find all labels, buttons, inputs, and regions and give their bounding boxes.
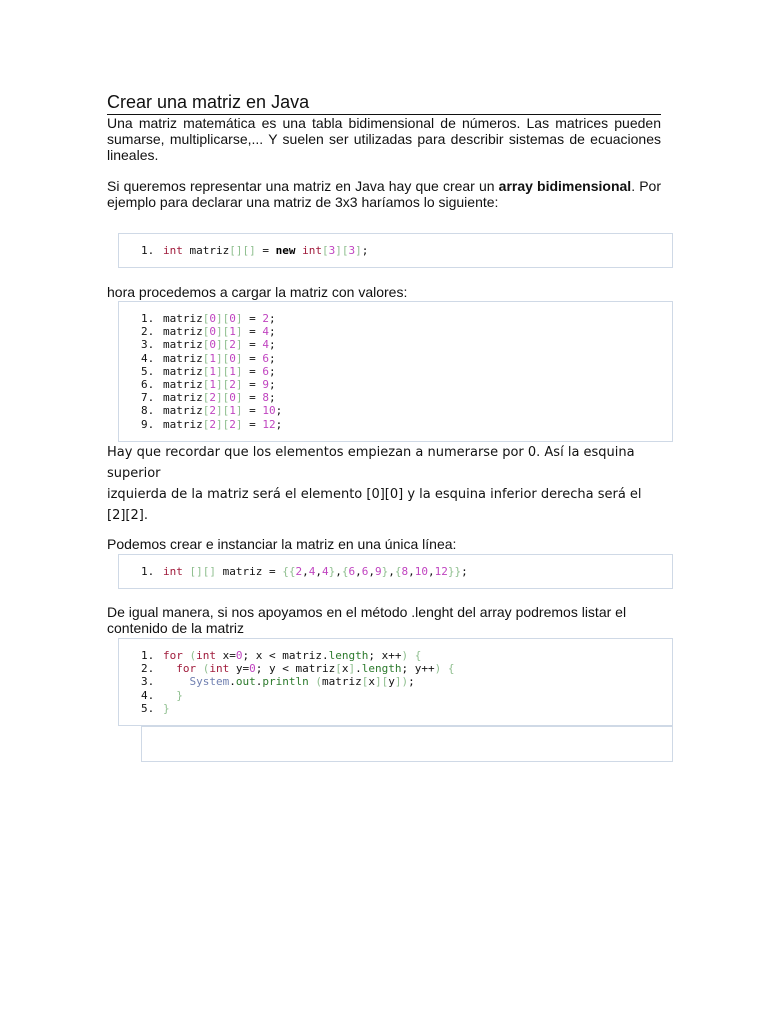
code-indent [163, 675, 190, 688]
code-line [141, 675, 672, 688]
code-text: = [242, 364, 263, 378]
code-text: x= [216, 649, 236, 662]
code-number: 9 [262, 378, 269, 392]
array-paragraph-text-end: . Por ejemplo para declarar una matriz de 3x3 haríamos lo siguiente: [107, 178, 661, 210]
code-text: ; [461, 565, 468, 578]
code-text: ; x++ [368, 649, 402, 662]
code-bracket: [ [202, 417, 210, 431]
code-line [141, 312, 672, 325]
code-line [141, 649, 672, 662]
code-property: out [235, 675, 256, 689]
code-number: 4 [262, 338, 269, 352]
code-bracket: ) { [401, 649, 422, 662]
code-text: , [427, 565, 435, 578]
code-number: 2 [229, 378, 236, 392]
code-text: , [355, 565, 362, 578]
code-bracket: ] [235, 417, 243, 431]
code-number: 6 [262, 351, 269, 365]
code-text: ; [275, 404, 283, 418]
line-number: 7. [141, 391, 155, 405]
code-text: x [341, 662, 349, 676]
code-line [141, 352, 672, 365]
code-text: ; y < matriz [255, 662, 336, 676]
code-number: 12 [262, 417, 276, 431]
code-bracket: ][ [216, 404, 230, 418]
code-line [141, 391, 672, 404]
line-number: 1. [141, 244, 155, 257]
code-text: = [242, 351, 263, 365]
one-line-paragraph: Podemos crear e instanciar la matriz en una única línea: [107, 536, 457, 552]
code-text: y= [229, 662, 250, 676]
array-paragraph [107, 178, 661, 210]
code-number: 6 [262, 364, 269, 378]
code-number: 0 [249, 662, 256, 676]
code-number: 10 [414, 565, 428, 578]
code-bracket: ( [182, 649, 197, 662]
code-bracket: ]) [394, 675, 409, 689]
code-text: = [242, 312, 263, 325]
code-text: matriz [163, 338, 203, 352]
code-keyword-new: new [275, 244, 296, 257]
code-number: 1 [229, 404, 236, 418]
code-line [141, 662, 672, 675]
code-keyword: int [302, 244, 322, 257]
code-number: 0 [209, 325, 216, 339]
line-number: 4. [141, 351, 155, 365]
code-number: 2 [262, 312, 269, 325]
code-number: 0 [229, 351, 236, 365]
code-bracket: ] [235, 351, 243, 365]
code-indent [163, 689, 176, 702]
line-number: 1. [141, 649, 155, 662]
code-number: 8 [262, 391, 269, 405]
code-text: . [255, 675, 263, 689]
code-number: 0 [209, 312, 216, 325]
code-block-load-values [118, 301, 673, 442]
code-text: matriz [163, 391, 203, 405]
code-number: 0 [235, 649, 243, 662]
code-bracket: { [341, 565, 349, 578]
code-line [141, 365, 672, 378]
code-bracket: } [163, 701, 170, 715]
code-keyword: int [209, 662, 230, 676]
code-text: ; [269, 338, 276, 352]
code-line [141, 378, 672, 391]
code-text: ; [269, 364, 276, 378]
load-values-paragraph: hora procedemos a cargar la matriz con valores: [107, 284, 408, 300]
code-number: 2 [209, 417, 216, 431]
code-number: 6 [361, 565, 369, 578]
code-text: ; [275, 417, 283, 431]
code-bracket: ] [235, 312, 243, 325]
code-bracket: ][ [216, 325, 230, 339]
code-property: length [328, 649, 369, 662]
code-number: 10 [262, 404, 276, 418]
line-number: 2. [141, 662, 155, 676]
code-number: 6 [348, 565, 356, 578]
code-text: = [242, 417, 263, 431]
code-bracket: ] [235, 325, 243, 339]
code-bracket: ] [235, 378, 243, 392]
code-bracket: [ [202, 312, 210, 325]
line-number: 5. [141, 701, 155, 715]
array-paragraph-text: Si queremos representar una matriz en Java hay que crear un [107, 178, 499, 194]
code-number: 1 [229, 364, 236, 378]
code-text: matriz = [216, 565, 283, 578]
code-text: , [408, 565, 415, 578]
code-keyword: for [163, 649, 183, 662]
code-bracket: [ [202, 404, 210, 418]
code-text: ; [408, 675, 415, 689]
code-number: 9 [374, 565, 382, 578]
code-bracket: } [328, 565, 336, 578]
code-bracket: [][] [229, 244, 256, 257]
code-number: 8 [401, 565, 409, 578]
code-bracket: [ [202, 351, 210, 365]
page-title: Crear una matriz en Java [107, 92, 661, 115]
code-text: , [388, 565, 395, 578]
code-bracket: ][ [216, 312, 230, 325]
index-note-line-1: Hay que recordar que los elementos empiezan a numerarse por 0. Así la esquina superior [107, 445, 635, 481]
code-text: matriz [163, 351, 203, 365]
code-class: System [189, 675, 230, 689]
line-number: 1. [141, 312, 155, 325]
code-number: 0 [229, 391, 236, 405]
intro-paragraph: Una matriz matemática es una tabla bidimensional de números. Las matrices pueden sumarse, multiplicarse,... Y suelen ser utilizadas para describir sistemas de ecuaciones lineales. [107, 115, 661, 163]
code-bracket: ][ [216, 417, 230, 431]
code-text: , [302, 565, 309, 578]
code-number: 3 [328, 244, 336, 257]
code-bracket: ][ [216, 391, 230, 405]
code-bracket: [][] [189, 565, 216, 578]
code-number: 0 [209, 338, 216, 352]
code-bracket: ][ [216, 378, 230, 392]
code-text: matriz [163, 404, 203, 418]
line-number: 8. [141, 404, 155, 418]
code-bracket: {{ [282, 565, 296, 578]
code-bracket: ][ [216, 364, 230, 378]
code-text: matriz [182, 244, 230, 257]
code-text: ; [269, 325, 276, 339]
code-property: length [361, 662, 402, 676]
code-text: y [388, 675, 395, 689]
code-text: matriz [321, 675, 362, 689]
code-bracket: { [394, 565, 402, 578]
code-text: matriz [163, 325, 203, 339]
code-bracket: ( [196, 662, 210, 676]
code-bracket: ( [315, 675, 322, 689]
code-number: 4 [262, 325, 269, 339]
code-number: 2 [209, 404, 216, 418]
code-number: 0 [229, 312, 236, 325]
empty-code-block [141, 726, 673, 762]
code-text: matriz [163, 312, 203, 325]
code-text: , [368, 565, 375, 578]
code-bracket: ][ [216, 351, 230, 365]
code-bracket: } [176, 688, 183, 702]
code-text: matriz [163, 364, 203, 378]
code-number: 1 [209, 364, 216, 378]
code-bracket: ] [355, 244, 362, 257]
code-text: = [242, 325, 263, 339]
code-bracket: ] [235, 338, 243, 352]
code-number: 2 [295, 565, 303, 578]
line-number: 4. [141, 688, 155, 702]
code-property: println [262, 675, 309, 689]
code-text: = [242, 404, 263, 418]
code-text [183, 565, 190, 578]
line-number: 3. [141, 338, 155, 352]
document-body [107, 92, 661, 762]
code-number: 2 [229, 417, 236, 431]
code-bracket: [ [335, 662, 342, 676]
line-number: 1. [141, 565, 155, 578]
code-bracket: [ [202, 325, 210, 339]
code-bracket: ][ [216, 338, 230, 352]
code-indent [163, 662, 176, 675]
code-text: . [355, 662, 362, 676]
line-number: 5. [141, 364, 155, 378]
code-keyword: int [163, 565, 183, 578]
code-text: ; [269, 351, 276, 365]
code-text: = [242, 391, 263, 405]
code-bracket: ] [235, 391, 243, 405]
code-keyword: for [176, 662, 197, 676]
line-number: 6. [141, 378, 155, 392]
code-line [141, 689, 672, 702]
code-text: , [315, 565, 322, 578]
code-text: matriz [163, 417, 203, 431]
code-keyword: int [163, 244, 183, 257]
code-number: 2 [229, 338, 236, 352]
code-bracket: } [381, 565, 389, 578]
code-text: = [255, 244, 276, 257]
code-bracket: ] [235, 404, 243, 418]
code-line [141, 325, 672, 338]
code-bracket: [ [202, 378, 210, 392]
code-bracket: ] [348, 662, 356, 676]
code-line [141, 338, 672, 351]
code-bracket: ) { [434, 662, 455, 676]
code-number: 1 [229, 325, 236, 339]
index-note-line-2: izquierda de la matriz será el elemento [0][0] y la esquina inferior derecha será el [2][2]. [107, 487, 642, 523]
code-line [141, 404, 672, 417]
code-bracket: [ [202, 364, 210, 378]
code-bracket: ][ [374, 675, 389, 689]
code-text: = [242, 378, 263, 392]
code-bracket: [ [202, 338, 210, 352]
code-line [141, 418, 672, 431]
code-number: 3 [348, 244, 356, 257]
code-text: matriz [163, 378, 203, 392]
code-text: ; [269, 378, 276, 392]
code-bracket: [ [202, 391, 210, 405]
code-number: 4 [308, 565, 316, 578]
code-number: 12 [434, 565, 448, 578]
code-bracket: ][ [335, 244, 349, 257]
code-text: ; [269, 391, 276, 405]
code-line [141, 702, 672, 715]
code-block-loop [118, 638, 673, 726]
line-number: 9. [141, 417, 155, 431]
code-number: 4 [321, 565, 329, 578]
code-text: ; [361, 244, 369, 257]
length-paragraph: De igual manera, si nos apoyamos en el método .lenght del array podremos listar el contenido de la matriz [107, 604, 627, 636]
code-number: 1 [209, 378, 216, 392]
line-number: 2. [141, 325, 155, 339]
code-text: ; [269, 312, 276, 325]
code-block-declaration [118, 233, 673, 268]
code-number: 2 [209, 391, 216, 405]
code-bracket: ] [235, 364, 243, 378]
line-number: 3. [141, 675, 155, 689]
code-text: , [335, 565, 342, 578]
code-text: x [368, 675, 375, 689]
code-bracket: [ [361, 675, 369, 689]
code-text: ; y++ [401, 662, 435, 676]
code-text: = [242, 338, 263, 352]
code-text: . [229, 675, 236, 689]
array-bidimensional-term: array bidimensional [498, 178, 632, 194]
code-number: 1 [209, 351, 216, 365]
code-bracket: [ [321, 244, 329, 257]
code-keyword: int [196, 649, 216, 662]
code-block-one-line [118, 554, 673, 589]
code-text: ; x < matriz. [242, 649, 329, 662]
code-bracket: }} [447, 565, 462, 578]
